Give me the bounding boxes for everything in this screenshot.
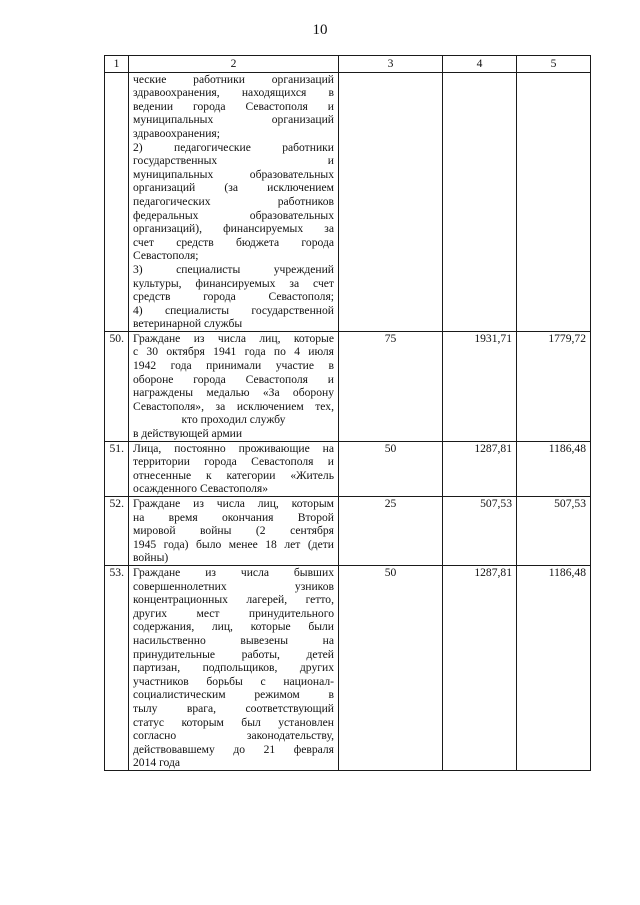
row-number: 53. — [105, 565, 129, 770]
description-line: содержания, лиц, которые были — [133, 620, 334, 634]
category-description — [129, 497, 339, 566]
description-line: ветеринарной службы — [133, 317, 243, 331]
description-line: с 30 октября 1941 года по 4 июля — [133, 345, 334, 359]
description-line: принудительные работы, детей — [133, 647, 334, 661]
amount-value: 1931,71 — [443, 331, 517, 441]
description-line: культуры, финансируемых за счет — [133, 276, 334, 290]
amount-value-2: 1186,48 — [517, 565, 591, 770]
description-line: ческие работники организаций — [133, 72, 334, 86]
description-line: муниципальных образовательных — [133, 167, 334, 181]
table-row — [105, 72, 591, 331]
row-number: 50. — [105, 331, 129, 441]
description-line: федеральных образовательных — [133, 208, 334, 222]
row-number: 51. — [105, 441, 129, 496]
description-line: других мест принудительного — [133, 606, 334, 620]
description-line: согласно законодательству, — [133, 729, 334, 743]
description-line: действовавшему до 21 февраля — [133, 742, 334, 756]
amount-value — [443, 72, 517, 331]
description-line: Лица, постоянно проживающие на — [133, 441, 334, 455]
description-line: средств города Севастополя; — [133, 290, 334, 304]
description-line: тылу врага, соответствующий — [133, 701, 334, 715]
description-line: 4) специалисты государственной — [133, 303, 334, 317]
description-line: 1945 года) было менее 18 лет (дети — [133, 537, 334, 551]
description-line: Севастополя», за исключением тех, — [133, 399, 334, 413]
count-value: 25 — [339, 497, 443, 566]
column-number: 3 — [339, 56, 443, 73]
description-line: отнесенные к категории «Житель — [133, 468, 334, 482]
description-line: социалистическим режимом в — [133, 688, 334, 702]
column-number: 5 — [517, 56, 591, 73]
amount-value-2: 1186,48 — [517, 441, 591, 496]
description-line: совершеннолетних узников — [133, 579, 334, 593]
description-line: Севастополя; — [133, 249, 199, 263]
description-line: 1942 года принимали участие в — [133, 359, 334, 373]
amount-value: 507,53 — [443, 497, 517, 566]
description-line: территории города Севастополя и — [133, 455, 334, 469]
description-line: насильственно вывезены на — [133, 633, 334, 647]
description-line: здравоохранения; — [133, 126, 220, 140]
description-line: здравоохранения, находящихся в — [133, 86, 334, 100]
description-line: статус которым был установлен — [133, 715, 334, 729]
description-line: участников борьбы с национал- — [133, 674, 334, 688]
description-line: войны) — [133, 551, 169, 565]
amount-value-2 — [517, 72, 591, 331]
row-number: 52. — [105, 497, 129, 566]
description-line: муниципальных организаций — [133, 113, 334, 127]
column-number-row — [105, 56, 591, 73]
table-row — [105, 441, 591, 496]
amount-value-2: 1779,72 — [517, 331, 591, 441]
description-line: кто проходил службу — [181, 413, 286, 427]
count-value: 50 — [339, 565, 443, 770]
description-line: Граждане из числа лиц, которые — [133, 331, 334, 345]
column-number: 4 — [443, 56, 517, 73]
benefits-table — [104, 55, 591, 771]
page-number: 10 — [312, 22, 328, 38]
column-number: 2 — [129, 56, 339, 73]
description-line: мировой войны (2 сентября — [133, 524, 334, 538]
category-description — [129, 72, 339, 331]
description-line: ведении города Севастополя и — [133, 99, 334, 113]
count-value: 75 — [339, 331, 443, 441]
table-row — [105, 331, 591, 441]
description-line: на время окончания Второй — [133, 510, 334, 524]
column-number: 1 — [105, 56, 129, 73]
table-row — [105, 565, 591, 770]
description-line: педагогических работников — [133, 194, 334, 208]
count-value: 50 — [339, 441, 443, 496]
description-line: счет средств бюджета города — [133, 235, 334, 249]
amount-value-2: 507,53 — [517, 497, 591, 566]
description-line: в действующей армии — [133, 427, 243, 441]
amount-value: 1287,81 — [443, 441, 517, 496]
description-line: награждены медалью «За оборону — [133, 386, 334, 400]
table-row — [105, 497, 591, 566]
description-line: осажденного Севастополя» — [133, 482, 269, 496]
description-line: 3) специалисты учреждений — [133, 262, 334, 276]
row-number — [105, 72, 129, 331]
description-line: концентрационных лагерей, гетто, — [133, 593, 334, 607]
description-line: государственных и — [133, 154, 334, 168]
description-line: обороне города Севастополя и — [133, 372, 334, 386]
category-description — [129, 565, 339, 770]
category-description — [129, 331, 339, 441]
description-line: организаций), финансируемых за — [133, 222, 334, 236]
count-value — [339, 72, 443, 331]
description-line: организаций (за исключением — [133, 181, 334, 195]
description-line: Граждане из числа бывших — [133, 565, 334, 579]
amount-value: 1287,81 — [443, 565, 517, 770]
category-description — [129, 441, 339, 496]
description-line: Граждане из числа лиц, которым — [133, 497, 334, 510]
description-line: 2) педагогические работники — [133, 140, 334, 154]
description-line: партизан, подпольщиков, других — [133, 661, 334, 675]
description-line: 2014 года — [133, 756, 181, 770]
